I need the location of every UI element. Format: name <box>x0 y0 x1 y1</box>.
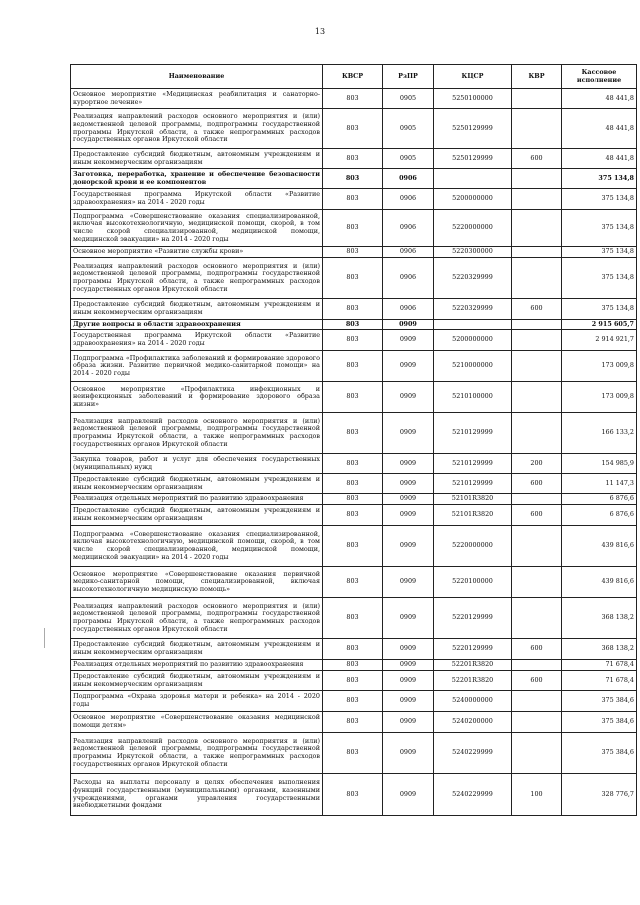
cell-kvsr: 803 <box>323 691 383 712</box>
cell-sum: 2 915 605,7 <box>562 320 637 330</box>
cell-kvr: 100 <box>512 774 562 816</box>
table-row <box>71 169 637 189</box>
cell-kvsr: 803 <box>323 598 383 639</box>
cell-kcsr: 5240200000 <box>434 712 512 733</box>
table-row <box>71 109 637 149</box>
cell-sum: 6 876,6 <box>562 505 637 526</box>
cell-name: Основное мероприятие «Медицинская реабилитация и санаторно-курортное лечение» <box>71 89 323 109</box>
cell-kcsr: 5210129999 <box>434 413 512 454</box>
cell-kcsr: 5210129999 <box>434 454 512 474</box>
cell-kcsr: 5250129999 <box>434 149 512 169</box>
table-row <box>71 660 637 671</box>
cell-name: Государственная программа Иркутской области «Развитие здравоохранения» на 2014 - 2020 годы <box>71 330 323 351</box>
cell-name: Подпрограмма «Совершенствование оказания специализированной, включая высокотехнологичную, медицинской помощи, скорой, в том числе скорой специализированной, медицинской помощи, медицинской эвакуации» на 2014 - 2020 годы <box>71 526 323 567</box>
cell-kvsr: 803 <box>323 330 383 351</box>
cell-name: Основное мероприятие «Развитие службы крови» <box>71 247 323 258</box>
margin-mark <box>44 628 45 648</box>
cell-rzpr: 0906 <box>383 247 434 258</box>
cell-kvsr: 803 <box>323 89 383 109</box>
cell-rzpr: 0909 <box>383 733 434 774</box>
cell-kcsr: 5250100000 <box>434 89 512 109</box>
table-row <box>71 258 637 299</box>
cell-kcsr: 52101R3820 <box>434 505 512 526</box>
cell-rzpr: 0909 <box>383 598 434 639</box>
cell-name: Заготовка, переработка, хранение и обеспечение безопасности донорской крови и ее компонентов <box>71 169 323 189</box>
cell-name: Основное мероприятие «Совершенствование оказания первичной медико-санитарной помощи, специализированной, включая высокотехнологичную медицинскую помощь» <box>71 567 323 598</box>
table-row <box>71 671 637 691</box>
table-row <box>71 210 637 247</box>
cell-name: Предоставление субсидий бюджетным, автономным учреждениям и иным некоммерческим организациям <box>71 149 323 169</box>
table-row <box>71 712 637 733</box>
table-row <box>71 351 637 382</box>
cell-kvr <box>512 109 562 149</box>
table-row <box>71 733 637 774</box>
page-number: 13 <box>314 27 326 36</box>
cell-name: Предоставление субсидий бюджетным, автономным учреждениям и иным некоммерческим организациям <box>71 299 323 320</box>
cell-sum: 71 678,4 <box>562 671 637 691</box>
cell-name: Реализация направлений расходов основного мероприятия и (или) ведомственной целевой программы, подпрограммы государственной программы Иркутской области, а также непрограммных расходов государственных органов Иркутской области <box>71 733 323 774</box>
cell-kvr <box>512 258 562 299</box>
cell-name: Предоставление субсидий бюджетным, автономным учреждениям и иным некоммерческим организациям <box>71 474 323 494</box>
cell-sum: 328 776,7 <box>562 774 637 816</box>
table-row <box>71 320 637 330</box>
cell-kvsr: 803 <box>323 567 383 598</box>
cell-kvsr: 803 <box>323 505 383 526</box>
table-row <box>71 494 637 505</box>
cell-kvsr: 803 <box>323 454 383 474</box>
cell-kcsr: 5220329999 <box>434 258 512 299</box>
header-kvr: КВР <box>512 65 562 89</box>
cell-kvr <box>512 169 562 189</box>
cell-sum: 173 009,8 <box>562 382 637 413</box>
cell-sum: 375 384,6 <box>562 712 637 733</box>
cell-sum: 154 985,9 <box>562 454 637 474</box>
cell-kvsr: 803 <box>323 320 383 330</box>
cell-kvr <box>512 351 562 382</box>
cell-kcsr: 5240229999 <box>434 733 512 774</box>
cell-rzpr: 0906 <box>383 210 434 247</box>
cell-name: Государственная программа Иркутской области «Развитие здравоохранения» на 2014 - 2020 годы <box>71 189 323 210</box>
cell-rzpr: 0909 <box>383 413 434 454</box>
header-rzpr: РзПР <box>383 65 434 89</box>
cell-kvr <box>512 210 562 247</box>
cell-kcsr <box>434 169 512 189</box>
cell-sum: 71 678,4 <box>562 660 637 671</box>
table-row <box>71 598 637 639</box>
cell-rzpr: 0909 <box>383 660 434 671</box>
cell-name: Реализация отдельных мероприятий по развитию здравоохранения <box>71 494 323 505</box>
cell-kvsr: 803 <box>323 774 383 816</box>
header-kvsr: КВСР <box>323 65 383 89</box>
cell-kvr <box>512 413 562 454</box>
cell-sum: 375 134,8 <box>562 247 637 258</box>
cell-sum: 48 441,8 <box>562 149 637 169</box>
cell-name: Реализация направлений расходов основного мероприятия и (или) ведомственной целевой программы, подпрограммы государственной программы Иркутской области, а также непрограммных расходов государственных органов Иркутской области <box>71 258 323 299</box>
cell-name: Основное мероприятие «Совершенствование оказания медицинской помощи детям» <box>71 712 323 733</box>
table-row <box>71 382 637 413</box>
cell-kvsr: 803 <box>323 149 383 169</box>
table-row <box>71 413 637 454</box>
table-row <box>71 89 637 109</box>
cell-sum: 375 384,6 <box>562 691 637 712</box>
cell-rzpr: 0909 <box>383 526 434 567</box>
cell-sum: 439 816,6 <box>562 567 637 598</box>
cell-rzpr: 0906 <box>383 299 434 320</box>
cell-kcsr: 5200000000 <box>434 330 512 351</box>
cell-kvsr: 803 <box>323 474 383 494</box>
cell-kvr: 600 <box>512 505 562 526</box>
cell-kvr <box>512 247 562 258</box>
cell-kvsr: 803 <box>323 351 383 382</box>
cell-rzpr: 0909 <box>383 494 434 505</box>
cell-kvr <box>512 712 562 733</box>
cell-kvsr: 803 <box>323 109 383 149</box>
cell-kvr: 600 <box>512 671 562 691</box>
table-row <box>71 247 637 258</box>
cell-rzpr: 0909 <box>383 691 434 712</box>
cell-name: Реализация направлений расходов основного мероприятия и (или) ведомственной целевой программы, подпрограммы государственной программы Иркутской области, а также непрограммных расходов государственных органов Иркутской области <box>71 413 323 454</box>
cell-name: Основное мероприятие «Профилактика инфекционных и неинфекционных заболеваний и формирование здорового образа жизни» <box>71 382 323 413</box>
cell-kvr <box>512 189 562 210</box>
cell-kcsr: 52201R3820 <box>434 671 512 691</box>
cell-kvsr: 803 <box>323 169 383 189</box>
cell-kcsr: 5220129999 <box>434 598 512 639</box>
cell-sum: 375 384,6 <box>562 733 637 774</box>
cell-rzpr: 0909 <box>383 351 434 382</box>
cell-rzpr: 0909 <box>383 474 434 494</box>
cell-kvsr: 803 <box>323 210 383 247</box>
cell-kvr <box>512 526 562 567</box>
cell-kvsr: 803 <box>323 413 383 454</box>
cell-sum: 48 441,8 <box>562 109 637 149</box>
cell-rzpr: 0909 <box>383 774 434 816</box>
cell-kcsr: 5220000000 <box>434 526 512 567</box>
cell-rzpr: 0909 <box>383 320 434 330</box>
budget-execution-table <box>70 64 637 816</box>
cell-kcsr: 5250129999 <box>434 109 512 149</box>
cell-name: Предоставление субсидий бюджетным, автономным учреждениям и иным некоммерческим организациям <box>71 639 323 660</box>
cell-rzpr: 0906 <box>383 258 434 299</box>
cell-kvsr: 803 <box>323 526 383 567</box>
cell-name: Подпрограмма «Совершенствование оказания специализированной, включая высокотехнологичную, медицинской помощи, скорой, в том числе скорой специализированной, медицинской помощи, медицинской эвакуации» на 2014 - 2020 годы <box>71 210 323 247</box>
cell-sum: 368 138,2 <box>562 598 637 639</box>
cell-name: Закупка товаров, работ и услуг для обеспечения государственных (муниципальных) нужд <box>71 454 323 474</box>
cell-kvr: 600 <box>512 149 562 169</box>
cell-rzpr: 0909 <box>383 382 434 413</box>
header-cash-execution: Кассовое исполнение <box>562 65 637 89</box>
cell-kvsr: 803 <box>323 258 383 299</box>
cell-kvsr: 803 <box>323 299 383 320</box>
cell-kcsr: 5210129999 <box>434 474 512 494</box>
header-name: Наименование <box>71 65 323 89</box>
cell-kcsr: 5240000000 <box>434 691 512 712</box>
cell-kvr: 600 <box>512 639 562 660</box>
cell-sum: 375 134,8 <box>562 210 637 247</box>
table-row <box>71 505 637 526</box>
cell-kvsr: 803 <box>323 712 383 733</box>
cell-rzpr: 0905 <box>383 109 434 149</box>
cell-rzpr: 0909 <box>383 454 434 474</box>
cell-rzpr: 0909 <box>383 505 434 526</box>
cell-kvr <box>512 330 562 351</box>
cell-rzpr: 0909 <box>383 712 434 733</box>
cell-kcsr: 5220000000 <box>434 210 512 247</box>
cell-kvr <box>512 567 562 598</box>
cell-kvr <box>512 382 562 413</box>
cell-kvr: 200 <box>512 454 562 474</box>
cell-kvr <box>512 733 562 774</box>
cell-kvsr: 803 <box>323 639 383 660</box>
cell-sum: 375 134,8 <box>562 299 637 320</box>
cell-kvr <box>512 320 562 330</box>
cell-kcsr: 5200000000 <box>434 189 512 210</box>
cell-rzpr: 0906 <box>383 189 434 210</box>
cell-kvr: 600 <box>512 299 562 320</box>
cell-kcsr <box>434 320 512 330</box>
table-row <box>71 526 637 567</box>
cell-name: Реализация направлений расходов основного мероприятия и (или) ведомственной целевой программы, подпрограммы государственной программы Иркутской области, а также непрограммных расходов государственных органов Иркутской области <box>71 598 323 639</box>
table-row <box>71 454 637 474</box>
cell-sum: 166 133,2 <box>562 413 637 454</box>
cell-sum: 48 441,8 <box>562 89 637 109</box>
cell-name: Подпрограмма «Профилактика заболеваний и формирование здорового образа жизни. Развитие первичной медико-санитарной помощи» на 2014 - 2020 годы <box>71 351 323 382</box>
cell-sum: 439 816,6 <box>562 526 637 567</box>
cell-kcsr: 5240229999 <box>434 774 512 816</box>
cell-sum: 2 914 921,7 <box>562 330 637 351</box>
cell-sum: 375 134,8 <box>562 189 637 210</box>
cell-name: Подпрограмма «Охрана здоровья матери и ребенка» на 2014 - 2020 годы <box>71 691 323 712</box>
cell-rzpr: 0909 <box>383 567 434 598</box>
cell-name: Другие вопросы в области здравоохранения <box>71 320 323 330</box>
cell-rzpr: 0909 <box>383 671 434 691</box>
cell-kvsr: 803 <box>323 671 383 691</box>
table-row <box>71 149 637 169</box>
cell-sum: 173 009,8 <box>562 351 637 382</box>
table-row <box>71 189 637 210</box>
cell-kcsr: 5220100000 <box>434 567 512 598</box>
cell-kvsr: 803 <box>323 189 383 210</box>
table-row <box>71 330 637 351</box>
cell-kcsr: 5210100000 <box>434 382 512 413</box>
cell-rzpr: 0906 <box>383 169 434 189</box>
cell-rzpr: 0909 <box>383 639 434 660</box>
cell-kvr <box>512 691 562 712</box>
cell-sum: 11 147,3 <box>562 474 637 494</box>
table-row <box>71 691 637 712</box>
table-body <box>71 89 637 816</box>
cell-kcsr: 5220300000 <box>434 247 512 258</box>
cell-sum: 375 134,8 <box>562 169 637 189</box>
cell-sum: 368 138,2 <box>562 639 637 660</box>
table-header-row <box>71 65 637 89</box>
cell-kvr <box>512 598 562 639</box>
cell-kcsr: 5220329999 <box>434 299 512 320</box>
cell-name: Расходы на выплаты персоналу в целях обеспечения выполнения функций государственными (муниципальными) органами, казенными учреждениями, органами управления государственными внебюджетными фондами <box>71 774 323 816</box>
cell-sum: 6 876,6 <box>562 494 637 505</box>
cell-kcsr: 5210000000 <box>434 351 512 382</box>
cell-kvsr: 803 <box>323 247 383 258</box>
cell-rzpr: 0905 <box>383 89 434 109</box>
header-kcsr: КЦСР <box>434 65 512 89</box>
cell-kvsr: 803 <box>323 660 383 671</box>
cell-kvsr: 803 <box>323 382 383 413</box>
cell-sum: 375 134,8 <box>562 258 637 299</box>
cell-kvsr: 803 <box>323 733 383 774</box>
cell-kvr <box>512 660 562 671</box>
cell-kvr <box>512 494 562 505</box>
table-row <box>71 774 637 816</box>
cell-kvr <box>512 89 562 109</box>
cell-name: Реализация направлений расходов основного мероприятия и (или) ведомственной целевой программы, подпрограммы государственной программы Иркутской области, а также непрограммных расходов государственных органов Иркутской области <box>71 109 323 149</box>
cell-kvsr: 803 <box>323 494 383 505</box>
table-row <box>71 567 637 598</box>
cell-name: Предоставление субсидий бюджетным, автономным учреждениям и иным некоммерческим организациям <box>71 671 323 691</box>
cell-kcsr: 5220129999 <box>434 639 512 660</box>
table-row <box>71 639 637 660</box>
cell-kvr: 600 <box>512 474 562 494</box>
cell-kcsr: 52101R3820 <box>434 494 512 505</box>
table-row <box>71 474 637 494</box>
cell-kcsr: 52201R3820 <box>434 660 512 671</box>
cell-rzpr: 0909 <box>383 330 434 351</box>
cell-name: Предоставление субсидий бюджетным, автономным учреждениям и иным некоммерческим организациям <box>71 505 323 526</box>
cell-name: Реализация отдельных мероприятий по развитию здравоохранения <box>71 660 323 671</box>
table-row <box>71 299 637 320</box>
cell-rzpr: 0905 <box>383 149 434 169</box>
